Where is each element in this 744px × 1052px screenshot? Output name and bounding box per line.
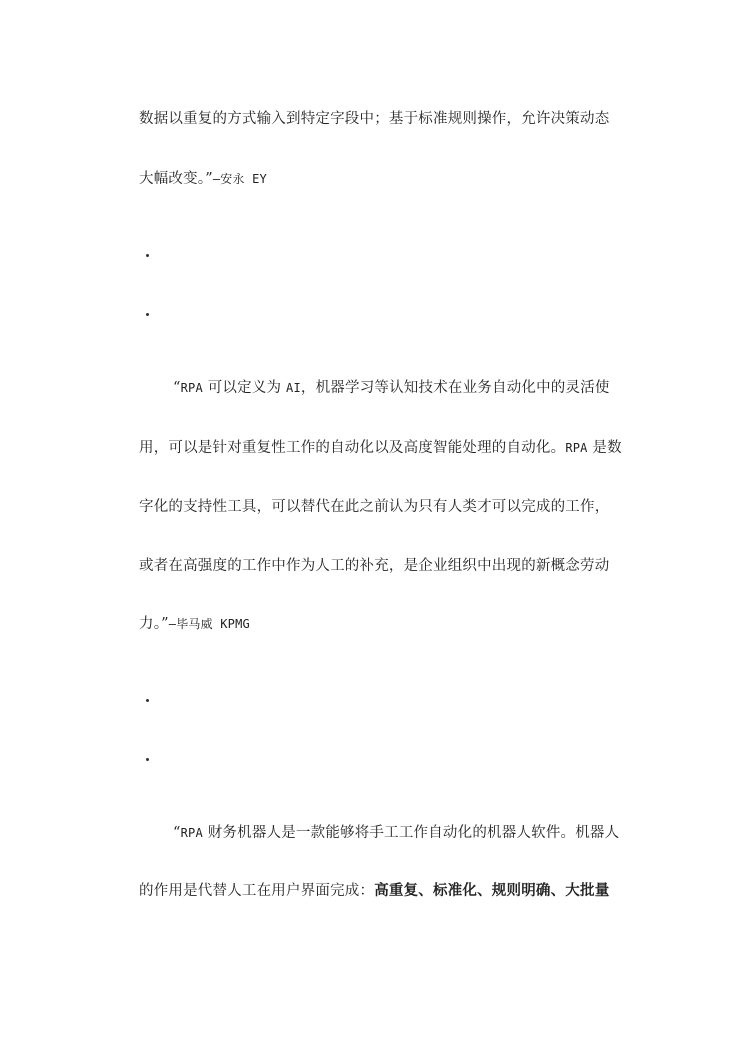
paragraph-3-line-2-text: 的作用是代替人工在用户界面完成： [139, 883, 375, 899]
bullet-dot [146, 758, 149, 761]
paragraph-2-rpa-term: RPA [180, 381, 203, 395]
paragraph-2-open-quote: “ [173, 380, 181, 396]
paragraph-1-source: –安永 EY [212, 172, 267, 186]
paragraph-2-line-3 [139, 497, 609, 517]
paragraph-2-line-2 [139, 438, 622, 458]
paragraph-1-line-2-text: 大幅改变。” [139, 171, 213, 187]
paragraph-3-rpa-term: RPA [180, 826, 203, 840]
paragraph-2-line-1-text-b: ，机器学习等认知技术在业务自动化中的灵活使 [300, 380, 610, 396]
paragraph-2-line-2-text-b: 是数 [587, 440, 622, 456]
paragraph-1-line-1-text: 数据以重复的方式输入到特定字段中；基于标准规则操作，允许决策动态 [139, 111, 610, 127]
paragraph-1-line-1 [139, 109, 609, 129]
paragraph-3-line-1-text: 财务机器人是一款能够将手工工作自动化的机器人软件。机器人 [202, 825, 620, 841]
paragraph-2-line-1 [173, 378, 610, 398]
paragraph-3-line-2 [139, 881, 609, 901]
paragraph-1-line-2 [139, 169, 267, 189]
paragraph-3-bold-phrase: 高重复、标准化、规则明确、大批量 [374, 883, 610, 899]
paragraph-2-ai-term: AI [286, 381, 301, 395]
paragraph-2-source: –毕马威 KPMG [168, 617, 250, 631]
bullet-dot [146, 254, 149, 257]
paragraph-3-open-quote: “ [173, 825, 181, 841]
paragraph-2-line-2-text: 用，可以是针对重复性工作的自动化以及高度智能处理的自动化。 [139, 440, 566, 456]
bullet-dot [146, 699, 149, 702]
paragraph-3-line-1 [173, 823, 619, 843]
paragraph-2-line-4 [139, 556, 609, 576]
paragraph-2-line-4-text: 或者在高强度的工作中作为人工的补充，是企业组织中出现的新概念劳动 [139, 558, 610, 574]
paragraph-2-rpa-term-2: RPA [565, 441, 588, 455]
bullet-dot [146, 313, 149, 316]
paragraph-2-line-1-text-a: 可以定义为 [202, 380, 287, 396]
paragraph-2-line-3-text: 字化的支持性工具，可以替代在此之前认为只有人类才可以完成的工作， [139, 499, 610, 515]
paragraph-2-line-5-text: 力。” [139, 616, 169, 632]
paragraph-2-line-5 [139, 614, 250, 634]
